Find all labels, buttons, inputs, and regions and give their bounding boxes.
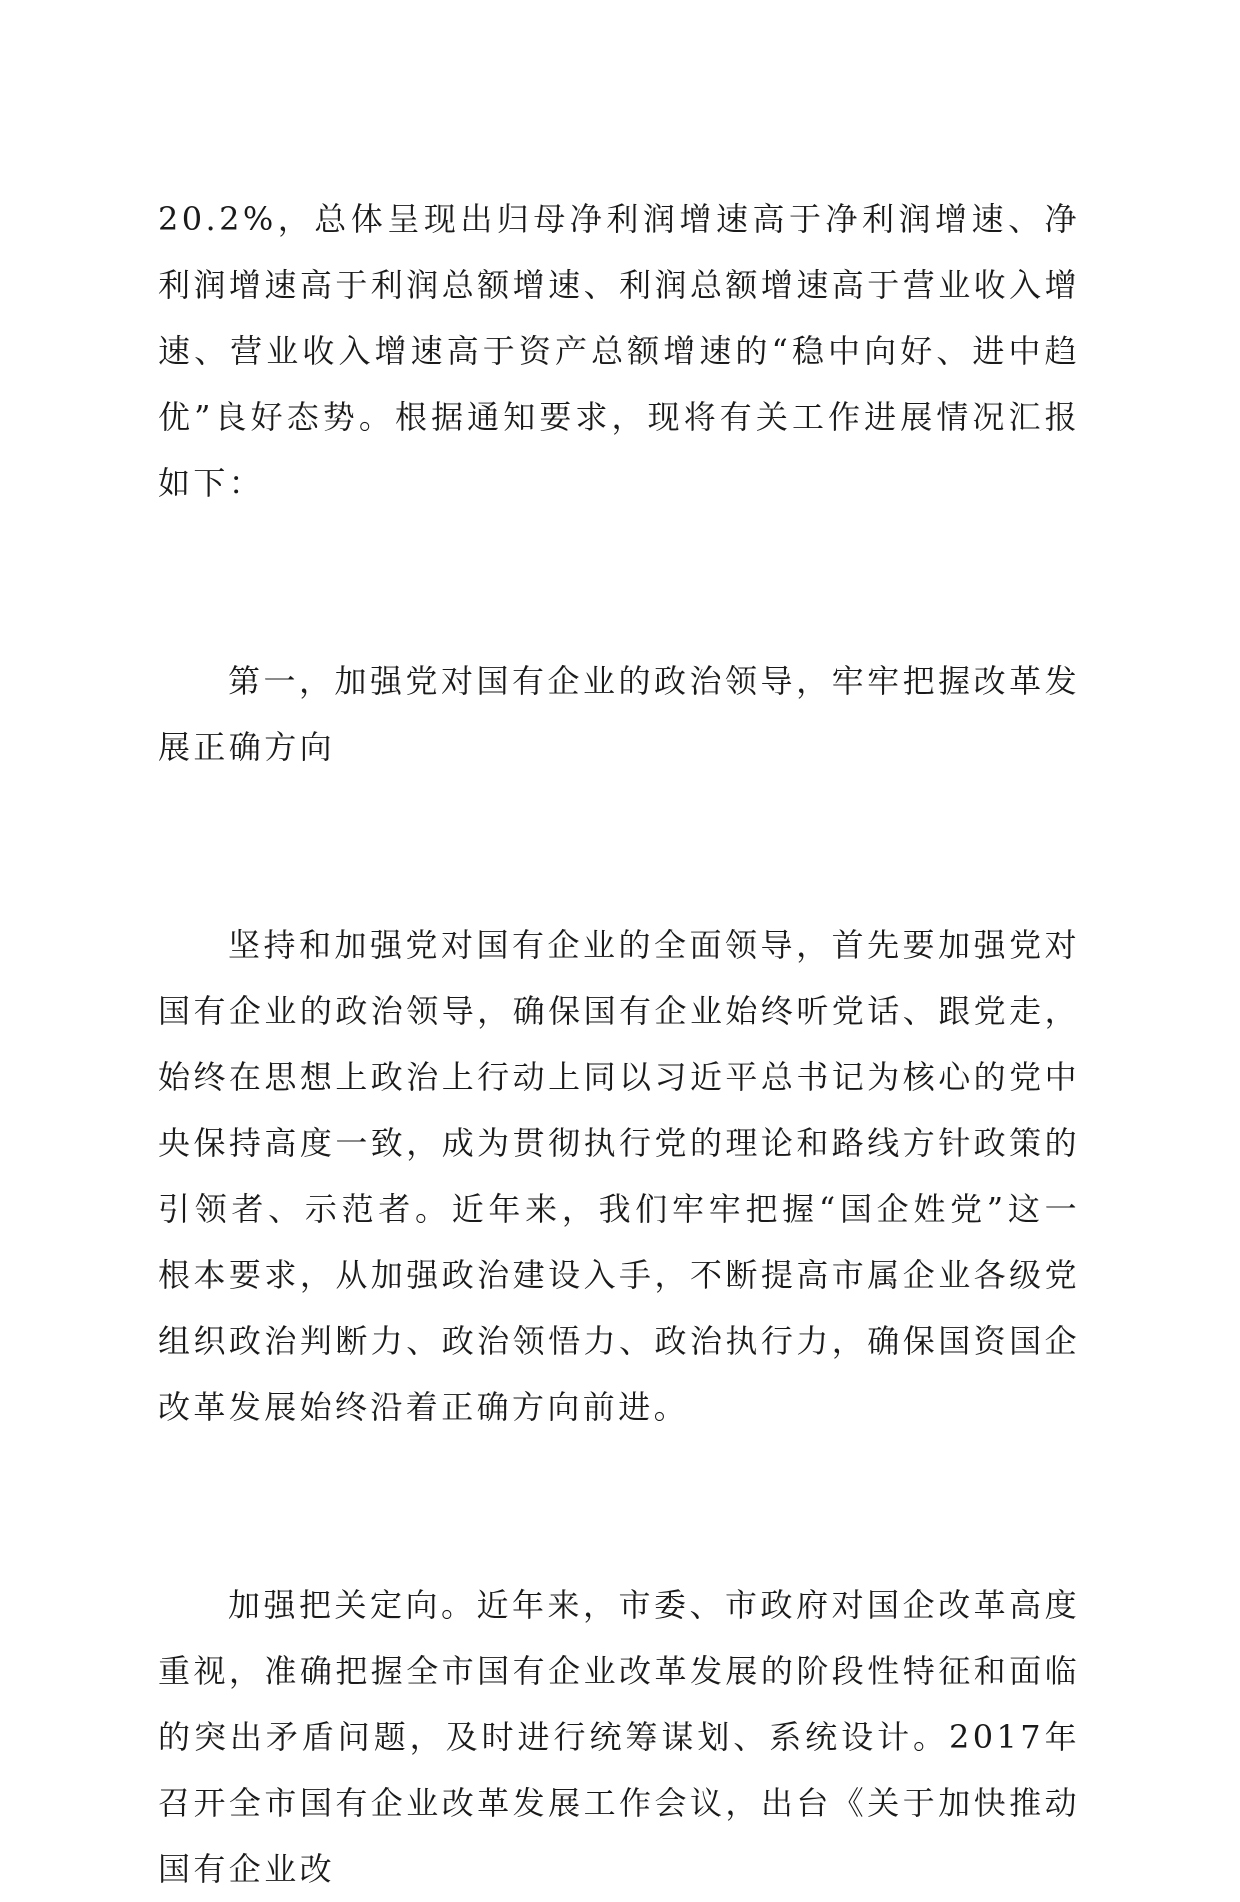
section-heading-1: 第一，加强党对国有企业的政治领导，牢牢把握改革发展正确方向 [158, 662, 1080, 766]
paragraph-spacer [158, 1440, 1080, 1572]
paragraph-summary: 20.2%，总体呈现出归母净利润增速高于净利润增速、净利润增速高于利润总额增速、利润总额增速高于营业收入增速、营业收入增速高于资产总额增速的“稳中向好、进中趋优”良好态势。根据通知要求，现将有关工作进展情况汇报如下： [158, 200, 1080, 502]
paragraph-political-leadership: 坚持和加强党对国有企业的全面领导，首先要加强党对国有企业的政治领导，确保国有企业始终听党话、跟党走，始终在思想上政治上行动上同以习近平总书记为核心的党中央保持高度一致，成为贯彻执行党的理论和路线方针政策的引领者、示范者。近年来，我们牢牢把握“国企姓党”这一根本要求，从加强政治建设入手，不断提高市属企业各级党组织政治判断力、政治领悟力、政治执行力，确保国资国企改革发展始终沿着正确方向前进。 [158, 926, 1080, 1426]
paragraph-direction-setting: 加强把关定向。近年来，市委、市政府对国企改革高度重视，准确把握全市国有企业改革发展的阶段性特征和面临的突出矛盾问题，及时进行统筹谋划、系统设计。2017年召开全市国有企业改革发展工作会议，出台《关于加快推动国有企业改 [158, 1586, 1080, 1888]
document-body [158, 186, 1080, 1902]
paragraph-spacer [158, 516, 1080, 648]
paragraph-spacer [158, 780, 1080, 912]
